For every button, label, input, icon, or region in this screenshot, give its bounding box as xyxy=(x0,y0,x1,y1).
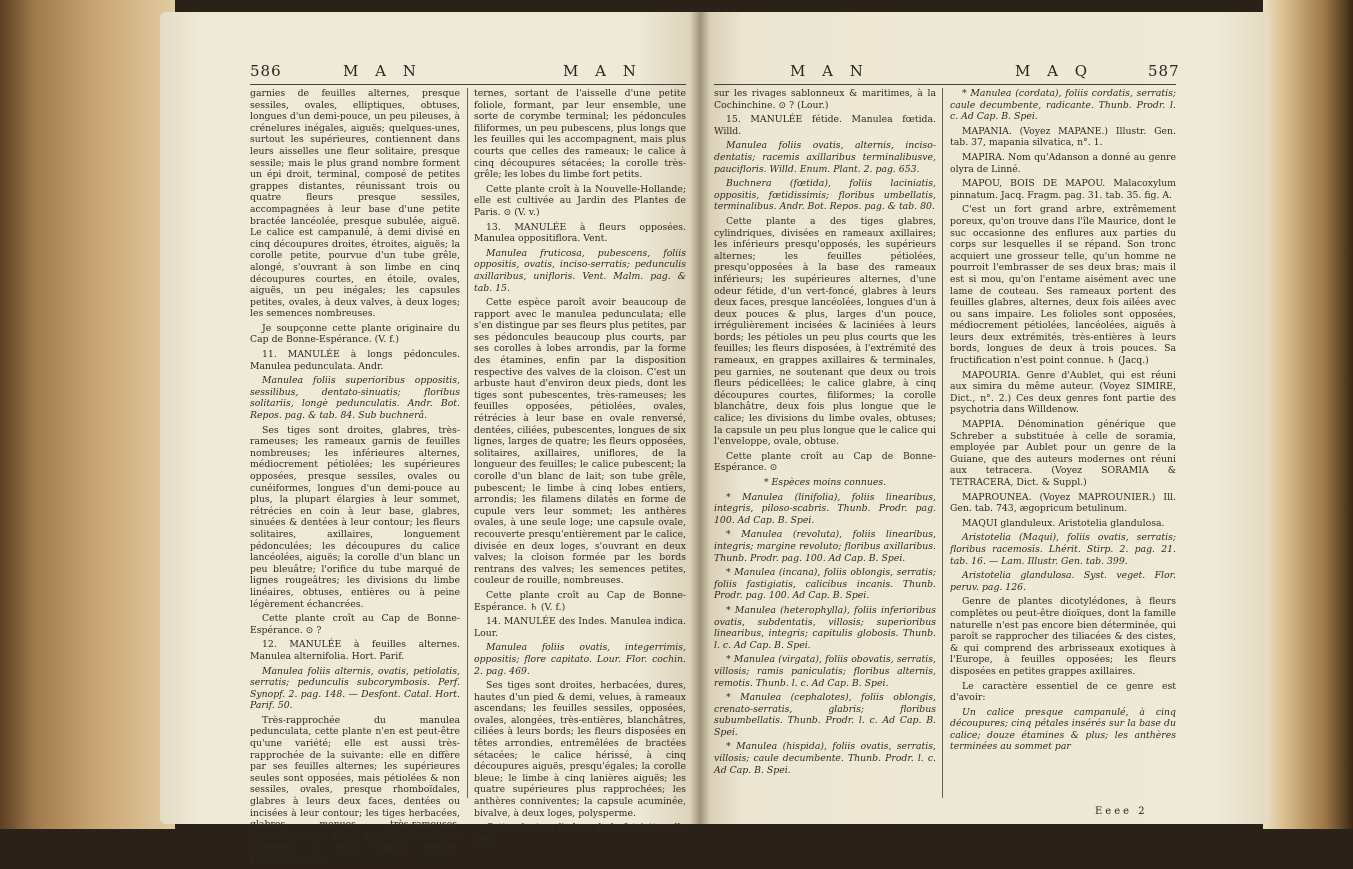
left-running-head-1: M A N xyxy=(343,62,422,80)
text-paragraph: Cette plante croît au Cap de Bonne-Espérance. ♄ (V. f.) xyxy=(474,589,686,613)
text-paragraph: MAPIRA. Nom qu'Adanson a donné au genre olyra de Linné. xyxy=(950,151,1176,175)
right-page-number: 587 xyxy=(1148,62,1180,80)
text-paragraph: Cette plante a des tiges glabres, cylindriques, divisées en rameaux axillaires; les inférieurs presqu'opposés, les supérieurs alternes; les feuilles pétiolées, presqu'opposées à la base des rameaux inférieurs; les supérieures alternes, d'une odeur fétide, d'un vert-foncé, glabres à leurs deux faces, presque lancéolées, longues d'un à deux pouces & plus, larges d'un pouce, irrégulièrement incisées & laciniées à leurs bords; les pétioles un peu plus courts que les feuilles; les fleurs disposées, à l'extrémité des rameaux, en grappes axillaires & terminales, peu garnies, ne soutenant que deux ou trois fleurs pédicellées; le calice glabre, à cinq découpures courtes, filiformes; la corolle blanchâtre, deux fois plus longue que le calice; les divisions du limbe ovales, obtuses; la capsule un peu plus longue que le calice qui l'enveloppe, ovale, obtuse. xyxy=(714,215,936,448)
text-paragraph: 13. MANULÉE à fleurs opposées. Manulea oppositiflora. Vent. xyxy=(474,221,686,245)
text-paragraph: Cette plante croît à la Nouvelle-Hollande; elle est cultivée au Jardin des Plantes de Paris. ⊙ (V. v.) xyxy=(474,183,686,218)
text-paragraph: Manulea foliis ovatis, alternis, inciso-dentatis; racemis axillaribus terminalibusve, paucifloris. Willd. Enum. Plant. 2. pag. 653. xyxy=(714,140,936,175)
text-paragraph: MAPANIA. (Voyez MAPANE.) Illustr. Gen. tab. 37, mapania silvatica, n°. 1. xyxy=(950,125,1176,149)
text-paragraph: * Manulea (cordata), foliis cordatis, serratis; caule decumbente, radicante. Thunb. Prodr. l. c. Ad Cap. B. Spei. xyxy=(950,88,1176,123)
book-gutter xyxy=(690,12,710,824)
right-column-1 xyxy=(714,88,936,779)
book-edge-left xyxy=(0,0,175,829)
text-paragraph: * Manulea (incana), foliis oblongis, serratis; foliis fastigiatis, calicibus incanis. Thunb. Prodr. pag. 100. Ad Cap. B. Spei. xyxy=(714,567,936,602)
book-edge-right xyxy=(1263,0,1353,829)
left-page-number: 586 xyxy=(250,62,282,80)
left-column-1 xyxy=(250,88,460,869)
text-paragraph: 11. MANULÉE à longs pédoncules. Manulea pedunculata. Andr. xyxy=(250,349,460,372)
text-paragraph: Manulea fruticosa, pubescens, foliis oppositis, ovatis, inciso-serratis; pedunculis axillaribus, unifloris. Vent. Malm. pag. & tab. 15. xyxy=(474,247,686,294)
text-paragraph: * Manulea (linifolia), foliis linearibus, integris, piloso-scabris. Thunb. Prodr. pag. 100. Ad Cap. B. Spei. xyxy=(714,491,936,526)
text-paragraph: Buchnera (fœtida), foliis laciniatis, oppositis, fœtidissimis; floribus umbellatis, terminalibus. Andr. Bot. Repos. pag. & tab. 80. xyxy=(714,178,936,213)
text-paragraph: Manulea foliis superioribus oppositis, sessilibus, dentato-sinuatis; floribus solitariis, longè pedunculatis. Andr. Bot. Repos. pag. & tab. 84. Sub buchnerâ. xyxy=(250,375,460,422)
text-paragraph: * Espèces moins connues. xyxy=(763,477,887,488)
left-column-divider xyxy=(467,88,468,798)
text-paragraph: Cette plante a l'odeur de la fatriette; elle croît xyxy=(474,822,686,845)
text-paragraph: garnies de feuilles alternes, presque sessiles, ovales, elliptiques, obtuses, longues d'un demi-pouce, un peu pileuses, à crénelures inégales, aiguës; quelques-unes, surtout les supérieures, contiennent dans leurs aisselles une fleur solitaire, presque sessile; mais le plus grand nombre forment un épi droit, terminal, composé de petites grappes distantes, réunissant trois ou quatre fleurs presque sessiles, accompagnées à leur base d'une petite bractée lancéolée, presque subulée, aiguë. Le calice est campanulé, à demi divisé en cinq découpures droites, étroites, aiguës; la corolle petite, pourvue d'un tube grêle, alongé, s'ouvrant à son limbe en cinq découpures courtes, en étoile, ovales, aiguës, un peu inégales; les capsules petites, ovales, à deux valves, à deux loges; les semences nombreuses. xyxy=(250,88,460,320)
text-paragraph: Aristotelia (Maqui), foliis ovatis, serratis; floribus racemosis. Lhérit. Stirp. 2. pag. 21. tab. 16. — Lam. Illustr. Gen. tab. 399. xyxy=(950,532,1176,567)
right-header-rule xyxy=(714,84,1176,85)
text-paragraph: Manulea foliis ovatis, integerrimis, oppositis; flore capitato. Lour. Flor. cochin. 2. pag. 469. xyxy=(474,642,686,677)
text-paragraph: Un calice presque campanulé, à cinq découpures; cinq pétales insérés sur la base du calice; douze étamines & plus; les anthères terminées au sommet par xyxy=(950,706,1176,753)
text-paragraph: MAPROUNEA. (Voyez MAPROUNIER.) Ill. Gen. tab. 743, ægopricum betulinum. xyxy=(950,491,1176,515)
right-column-2 xyxy=(950,88,1176,756)
text-paragraph: MAPOU, BOIS DE MAPOU. Malacoxylum pinnatum. Jacq. Fragm. pag. 31. tab. 35. fig. A. xyxy=(950,178,1176,201)
text-paragraph: * Manulea (cephalotes), foliis oblongis, crenato-serratis, glabris; floribus subumbellatis. Thunb. Prodr. l. c. Ad Cap. B. Spei. xyxy=(714,692,936,738)
text-paragraph: ternes, sortant de l'aisselle d'une petite foliole, formant, par leur ensemble, une sorte de corymbe terminal; les pédoncules filiformes, un peu pubescens, plus longs que les feuilles qui les accompagnent, mais plus courts que celles des rameaux; le calice à cinq découpures sétacées; la corolle très-grêle; les lobes du limbe fort petits. xyxy=(474,88,686,181)
text-paragraph: MAPPIA. Dénomination générique que Schreber a substituée à celle de soramia, employée par Aublet pour un genre de la Guiane, que des auteurs modernes ont réuni aux tetracera. (Voyez SORAMIA & TETRACERA, Dict. & Suppl.) xyxy=(950,419,1176,488)
left-running-head-2: M A N xyxy=(563,62,642,80)
text-paragraph: Ses tiges sont droites, glabres, très-rameuses; les rameaux garnis de feuilles nombreuses; les inférieures alternes, médiocrement pétiolées; les supérieures opposées, presque sessiles, ovales ou cunéiformes, longues d'un demi-pouce au plus, la plupart élargies à leur sommet, rétrécies en coin à leur base, glabres, sinuées & dentées à leur contour; les fleurs solitaires, axillaires, longuement pédonculées; les découpures du calice lancéolées, aiguës; la corolle d'un blanc un peu bleuâtre; l'orifice du tube marqué de lignes rougeâtres; les divisions du limbe linéaires, obtuses, entières ou à peine légèrement échancrées. xyxy=(250,424,460,610)
text-paragraph: Cette espèce paroît avoir beaucoup de rapport avec le manulea pedunculata; elle s'en distingue par ses fleurs plus petites, par ses pédoncules beaucoup plus courts, par ses corolles à lobes arrondis, par la forme des étamines, enfin par la disposition respective des valves de la cloison. C'est un arbuste haut d'environ deux pieds, dont les tiges sont pubescentes, très-rameuses; les feuilles opposées, pétiolées, ovales, rétrécies à leur base en ovale renversé, dentées, ciliées, pubescentes, longues de six lignes, larges de quatre; les fleurs opposées, solitaires, axillaires, uniflores, de la longueur des feuilles; le calice pubescent; la corolle d'un blanc de lait; son tube grêle, pubescent; le limbe à cinq lobes entiers, arrondis; les filamens dilatés en forme de cupule vers leur sommet; les anthères ovales, à une seule loge; une capsule ovale, recouverte presqu'entièrement par le calice, divisée en deux loges, s'ouvrant en deux valves; la cloison formée par les bords rentrans des valves; les semences petites, couleur de rouille, nombreuses. xyxy=(474,297,686,587)
text-paragraph: C'est un fort grand arbre, extrêmement poreux, qu'on trouve dans l'île Maurice, dont le suc occasionne des enflures aux parties du corps sur lesquelles il se répand. Son tronc acquiert une grosseur telle, qu'un homme ne pourroit l'embrasser de ses deux bras; mais il est si mou, qu'on l'entame aisément avec une lame de couteau. Ses rameaux portent des feuilles glabres, alternes, deux fois ailées avec ou sans impaire. Les folioles sont opposées, médiocrement pétiolées, lancéolées, aiguës à leurs deux extrémités, très-entières à leurs bords, longues de deux à trois pouces. Sa fructification n'est point connue. ♄ (Jacq.) xyxy=(950,204,1176,367)
text-paragraph: Je soupçonne cette plante originaire du Cap de Bonne-Espérance. (V. f.) xyxy=(250,322,460,346)
text-paragraph: * Manulea (revoluta), foliis linearibus, integris; margine revoluto; floribus axillaribus. Thunb. Prodr. pag. 100. Ad Cap. B. Spei. xyxy=(714,529,936,564)
right-running-head-2: M A Q xyxy=(1015,62,1094,80)
text-paragraph: MAPOURIA. Genre d'Aublet, qui est réuni aux simira du même auteur. (Voyez SIMIRE, Dict., n°. 2.) Ces deux genres font partie des psychotria dans Willdenow. xyxy=(950,369,1176,416)
text-paragraph: Cette plante croît au Cap de Bonne-Espérance. ⊙ ? xyxy=(250,613,460,636)
text-paragraph: * Manulea (hispida), foliis ovatis, serratis, villosis; caule decumbente. Thunb. Prodr. l. c. Ad Cap. B. Spei. xyxy=(714,741,936,776)
text-paragraph: sur les rivages sablonneux & maritimes, à la Cochinchine. ⊙ ? (Lour.) xyxy=(714,88,936,111)
text-paragraph: 14. MANULÉE des Indes. Manulea indica. Lour. xyxy=(474,616,686,639)
text-paragraph: Cette plante croît au Cap de Bonne-Espérance. ⊙ xyxy=(714,450,936,474)
text-paragraph: Le caractère essentiel de ce genre est d'avoir: xyxy=(950,680,1176,704)
text-paragraph: * Manulea (heterophylla), foliis inferioribus ovatis, subdentatis, villosis; superioribus linearibus, integris; capitulis globosis. Thunb. l. c. Ad Cap. B. Spei. xyxy=(714,604,936,651)
left-header-rule xyxy=(250,84,686,85)
text-paragraph: Genre de plantes dicotylédones, à fleurs complètes ou peut-être dioïques, dont la famille naturelle n'est pas encore bien déterminée, qui paroît se rapprocher des tiliacées & des cistes, & qui comprend des arbrisseaux exotiques à l'Europe, à feuilles opposées; les fleurs disposées en petites grappes axillaires. xyxy=(950,596,1176,677)
text-paragraph: 15. MANULÉE fétide. Manulea fœtida. Willd. xyxy=(714,114,936,137)
text-paragraph: Aristotelia glandulosa. Syst. veget. Flor. peruv. pag. 126. xyxy=(950,570,1176,593)
text-paragraph: Ses tiges sont droites, herbacées, dures, hautes d'un pied & demi, velues, à rameaux ascendans; les feuilles sessiles, opposées, ovales, alongées, très-entières, blanchâtres, ciliées à leurs bords; les fleurs disposées en têtes arrondies, entremêlées de bractées sétacées; le calice hérissé, à cinq découpures aiguës, presqu'égales; la corolle bleue; le limbe à cinq lanières aiguës; les quatre supérieures plus rapprochées; les anthères conniventes; la capsule acuminée, bivalve, à deux loges, polysperme. xyxy=(474,680,686,819)
text-paragraph: Très-rapprochée du manulea pedunculata, cette plante n'en est peut-être qu'une variété; elle est aussi très-rapprochée de la suivante: elle en diffère par ses feuilles alternes; les supérieures seules sont opposées, mais pétiolées & non sessiles, ovales, presque rhomboïdales, glabres à leurs deux faces, dentées ou incisées à leur contour; les tiges herbacées, glabres, menues, très-rameuses, cylindriques; les fleurs blanchâtres, un peu jaunâtres à leur orifice, petites, pédonculées, al- xyxy=(250,714,460,865)
text-paragraph: Manulea foliis alternis, ovatis, petiolatis, serratis; pedunculis subcorymbosis. Perf. Synopf. 2. pag. 148. — Desfont. Catal. Hort. Parif. 50. xyxy=(250,665,460,712)
text-paragraph: * Manulea (virgata), foliis obovatis, serratis, villosis; ramis paniculatis; floribus alternis, remotis. Thunb. l. c. Ad Cap. B. Spei. xyxy=(714,654,936,689)
signature-mark: Eeee 2 xyxy=(1095,806,1148,817)
right-running-head-1: M A N xyxy=(790,62,869,80)
text-paragraph: MAQUI glanduleux. Aristotelia glandulosa. xyxy=(962,517,1165,529)
text-paragraph: 12. MANULÉE à feuilles alternes. Manulea alternifolia. Hort. Parif. xyxy=(250,639,460,662)
left-column-2 xyxy=(474,88,686,848)
right-column-divider xyxy=(942,88,943,798)
